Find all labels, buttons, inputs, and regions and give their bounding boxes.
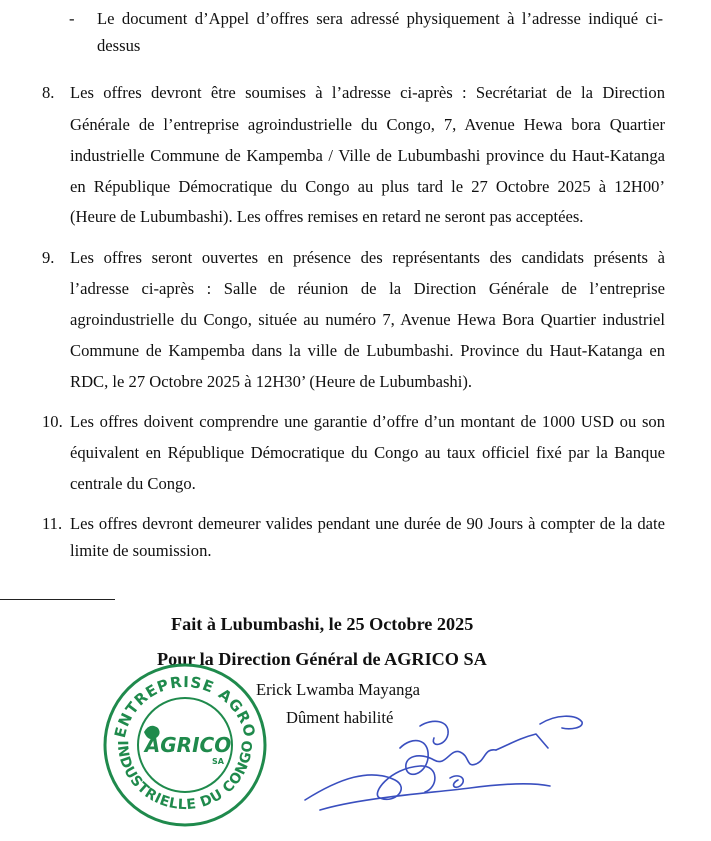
item-8-number: 8. [42,83,55,102]
signature-stroke [420,721,448,744]
stamp-top-text: ENTREPRISE AGRO [110,672,260,740]
item-9-line: Commune de Kampemba dans la ville de Lubumbashi. Province du Haut-Katanga en [70,341,665,360]
item-10-line: centrale du Congo. [70,474,196,493]
item-9-line: Les offres seront ouvertes en présence des représentants des candidats présents à [70,248,665,267]
item-10-line: équivalent en République Démocratique du Congo au taux officiel fixé par la Banque [70,443,665,462]
item-11-line: Les offres devront demeurer valides pendant une durée de 90 Jours à compter de la date [70,514,665,533]
item-9-line: l’adresse ci-après : Salle de réunion de la Direction Générale de l’entreprise [70,279,665,298]
bullet-line-2: dessus [97,36,141,55]
signature-stroke [320,784,550,810]
item-8-line: industrielle Commune de Kampemba / Ville de Lubumbashi province du Haut-Katanga [70,146,665,165]
item-9-number: 9. [42,248,55,267]
signatory-authority: Dûment habilité [286,708,394,727]
place-date: Fait à Lubumbashi, le 25 Octobre 2025 [171,614,474,634]
item-8-line: Générale de l’entreprise agroindustrielle du Congo, 7, Avenue Hewa bora Quartier [70,115,665,134]
item-11-number: 11. [42,514,63,533]
item-9-line: RDC, le 27 Octobre 2025 à 12H30’ (Heure de Lubumbashi). [70,372,472,391]
item-10-line: Les offres doivent comprendre une garantie d’offre d’un montant de 1000 USD ou son [70,412,665,431]
item-9-line: agroindustrielle du Congo, située au numéro 7, Avenue Hewa Bora Quartier industriel [70,310,665,329]
item-8-line: (Heure de Lubumbashi). Les offres remises en retard ne seront pas acceptées. [70,207,584,226]
item-8-line: Les offres devront être soumises à l’adresse ci-après : Secrétariat de la Direction [70,83,665,102]
bullet-line-1: Le document d’Appel d’offres sera adressé physiquement à l’adresse indiqué ci- [97,9,663,28]
item-10-number: 10. [42,412,63,431]
item-8-line: en République Démocratique du Congo au plus tard le 27 Octobre 2025 à 12H00’ [70,177,665,196]
stamp-logo-sub: SA [212,757,224,766]
stamp-logo: AGRICO [144,733,232,757]
footnote-separator [0,599,115,600]
signature-stroke [305,766,435,800]
stamp-bottom-text: INDUSTRIELLE DU CONGO [113,739,257,814]
signatory-name: Erick Lwamba Mayanga [256,680,421,699]
handwritten-signature [300,708,600,818]
on-behalf-of: Pour la Direction Général de AGRICO SA [157,649,487,669]
bullet-dash: - [69,9,75,28]
signature-stroke [400,741,496,775]
company-stamp [100,660,270,830]
item-11-line: limite de soumission. [70,541,212,560]
signature-stroke [496,716,582,750]
signature-stroke [450,776,463,787]
